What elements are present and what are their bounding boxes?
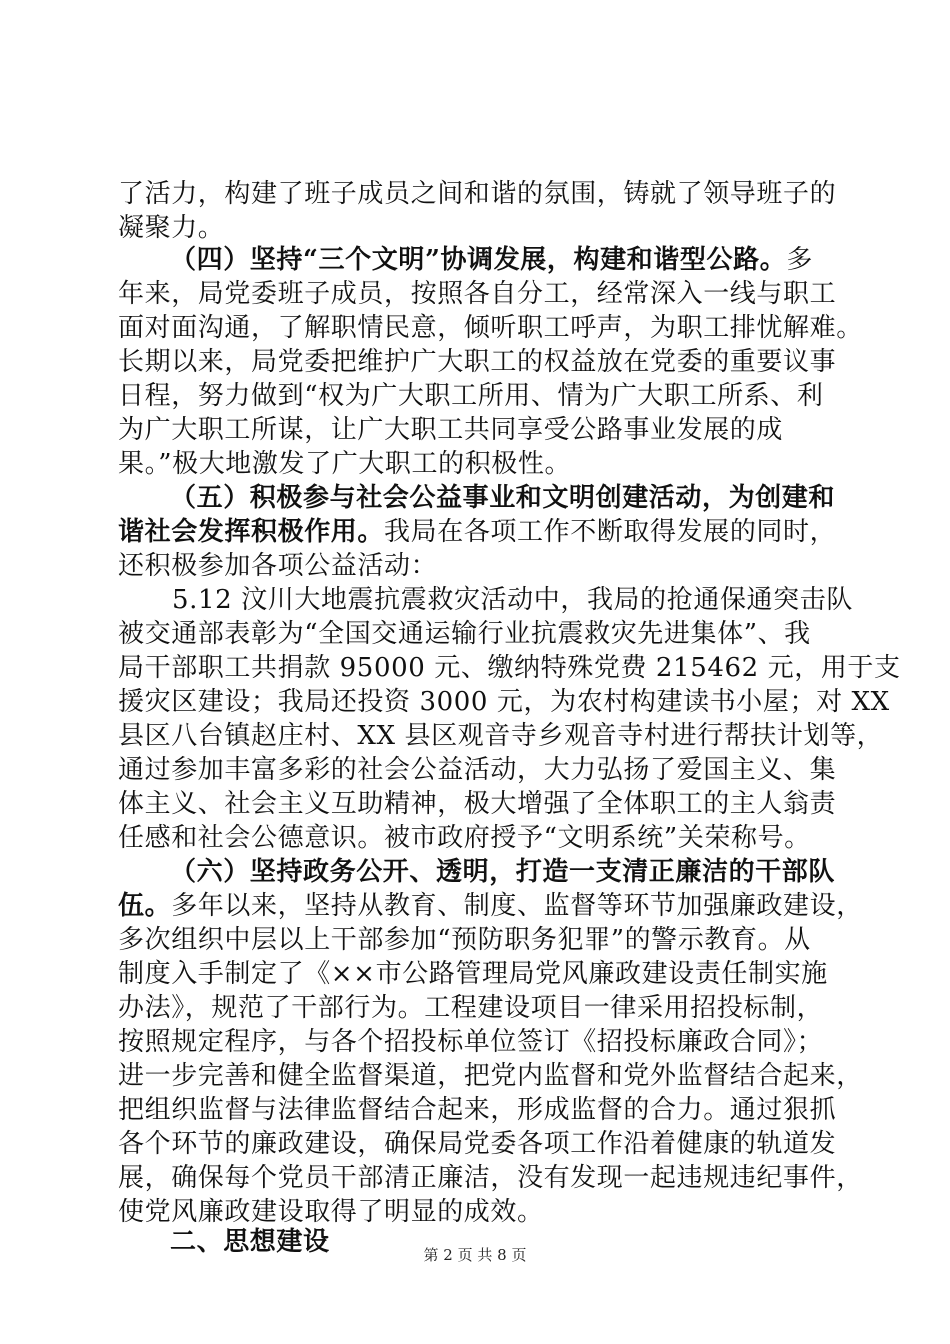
section-heading-line: （五）积极参与社会公益事业和文明创建活动，为创建和 (170, 483, 836, 513)
paragraph-line: 各个环节的廉政建设，确保局党委各项工作沿着健康的轨道发 (118, 1129, 837, 1159)
paragraph-line: 为广大职工所谋，让广大职工共同享受公路事业发展的成 (118, 415, 784, 445)
paragraph-line: 展，确保每个党员干部清正廉洁，没有发现一起违规违纪事件， (118, 1163, 863, 1193)
paragraph-line: 使党风廉政建设取得了明显的成效。 (118, 1197, 544, 1227)
paragraph-line: 援灾区建设；我局还投资 3000 元，为农村构建读书小屋；对 XX (118, 687, 890, 717)
paragraph-line: 办法》，规范了干部行为。工程建设项目一律采用招投标制， (118, 993, 824, 1023)
paragraph-line: 制度入手制定了《××市公路管理局党风廉政建设责任制实施 (118, 959, 828, 989)
paragraph-line: 了活力，构建了班子成员之间和谐的氛围，铸就了领导班子的 (118, 179, 837, 209)
paragraph-line: 长期以来，局党委把维护广大职工的权益放在党委的重要议事 (118, 347, 837, 377)
paragraph-line: 日程，努力做到“权为广大职工所用、情为广大职工所系、利 (118, 381, 824, 411)
paragraph-line: 县区八台镇赵庄村、XX 县区观音寺乡观音寺村进行帮扶计划等， (118, 721, 884, 751)
section-heading-line: （四）坚持“三个文明”协调发展，构建和谐型公路。多 (170, 245, 813, 275)
paragraph-line: 凝聚力。 (118, 213, 225, 243)
paragraph-line: 年来，局党委班子成员，按照各自分工，经常深入一线与职工 (118, 279, 837, 309)
paragraph-line: 局干部职工共捐款 95000 元、缴纳特殊党费 215462 元，用于支 (118, 653, 901, 683)
paragraph-line: 按照规定程序，与各个招投标单位签订《招投标廉政合同》； (118, 1027, 824, 1057)
paragraph-line: 谐社会发挥积极作用。我局在各项工作不断取得发展的同时， (118, 517, 837, 547)
paragraph-line: 还积极参加各项公益活动： (118, 551, 438, 581)
paragraph-line: 伍。多年以来，坚持从教育、制度、监督等环节加强廉政建设， (118, 891, 863, 921)
paragraph-line: 5.12 汶川大地震抗震救灾活动中，我局的抢通保通突击队 (172, 585, 853, 615)
paragraph-line: 任感和社会公德意识。被市政府授予“文明系统”关荣称号。 (118, 823, 811, 853)
section-heading-line: （六）坚持政务公开、透明，打造一支清正廉洁的干部队 (170, 857, 836, 887)
paragraph-line: 多次组织中层以上干部参加“预防职务犯罪”的警示教育。从 (118, 925, 811, 955)
paragraph-line: 通过参加丰富多彩的社会公益活动，大力弘扬了爱国主义、集 (118, 755, 837, 785)
paragraph-line: 面对面沟通，了解职情民意，倾听职工呼声，为职工排忧解难。 (118, 313, 863, 343)
paragraph-line: 果。”极大地激发了广大职工的积极性。 (118, 449, 572, 479)
section-title: 二、思想建设 (170, 1227, 330, 1257)
paragraph-line: 把组织监督与法律监督结合起来，形成监督的合力。通过狠抓 (118, 1095, 837, 1125)
paragraph-line: 被交通部表彰为“全国交通运输行业抗震救灾先进集体”、我 (118, 619, 811, 649)
paragraph-line: 体主义、社会主义互助精神，极大增强了全体职工的主人翁责 (118, 789, 837, 819)
page-number-footer: 第 2 页 共 8 页 (423, 1246, 527, 1264)
paragraph-line: 进一步完善和健全监督渠道，把党内监督和党外监督结合起来， (118, 1061, 863, 1091)
